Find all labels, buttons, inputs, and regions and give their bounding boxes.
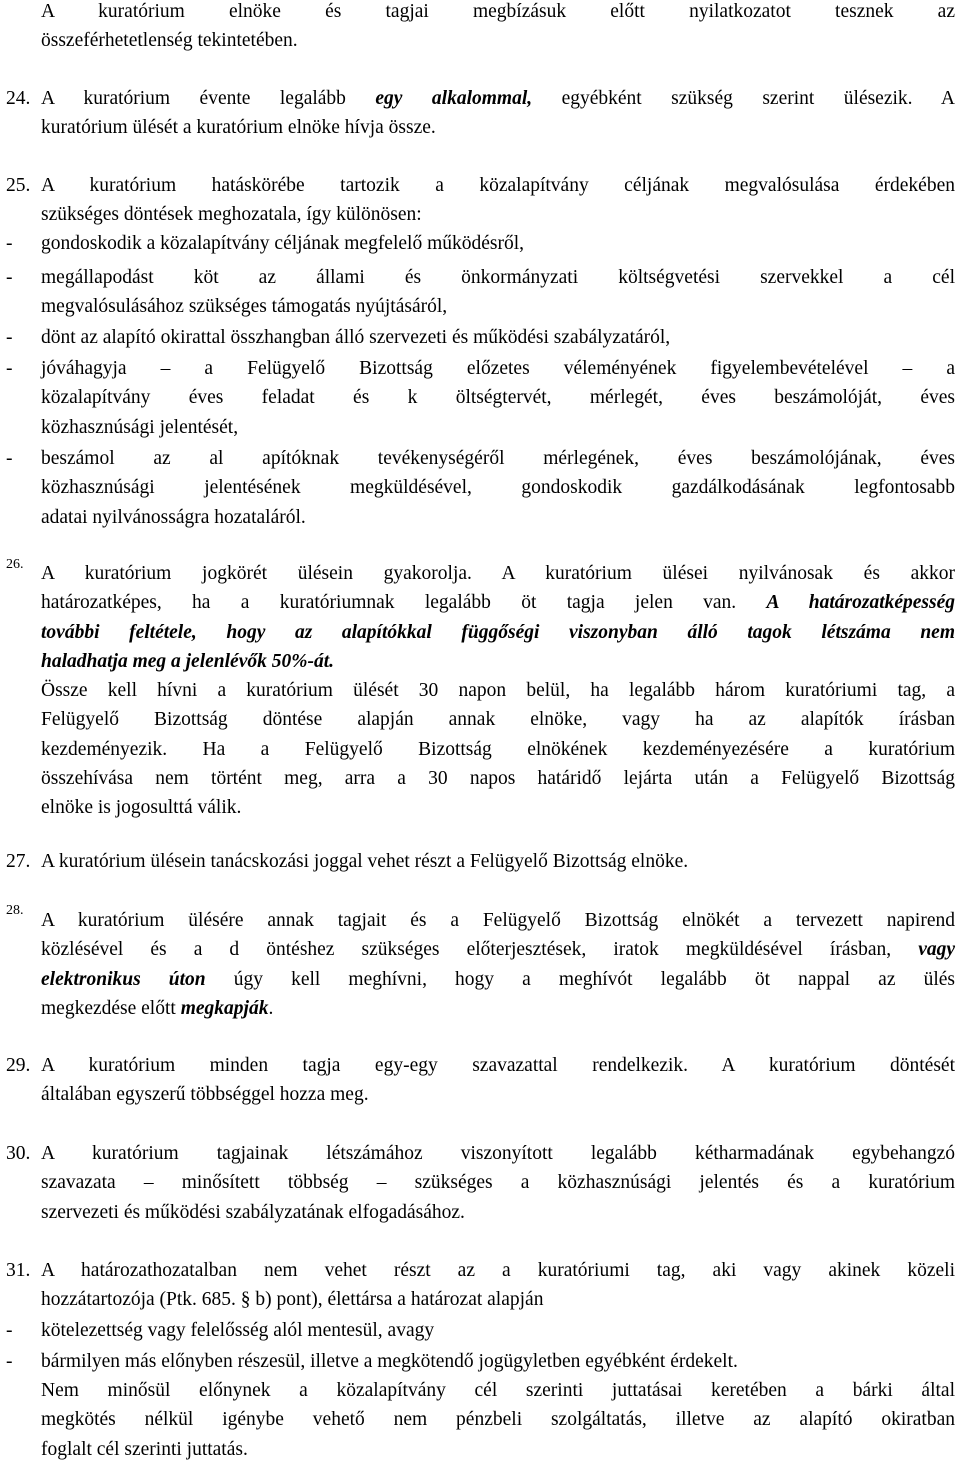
text-line: dönt az alapító okirattal összhangban álló szervezeti és működési szabályzatáról, — [41, 327, 671, 348]
emphasis: elektronikus úton — [41, 968, 206, 990]
text-line: további feltétele, hogy az alapítókkal függőségi viszonyban álló tagok létszáma nem — [41, 621, 955, 643]
list-dash: - — [6, 327, 13, 348]
text-line: elektronikus úton úgy kell meghívni, hogy a meghívót legalább öt nappal az ülés — [41, 968, 955, 990]
list-dash: - — [6, 233, 13, 254]
text-line: jóváhagyja – a Felügyelő Bizottság előzetes véleményének figyelembevételével – a — [41, 358, 955, 379]
section-31 — [41, 1256, 955, 1315]
text-line: A határozathozatalban nem vehet részt az a kuratóriumi tag, aki vagy akinek közeli — [41, 1260, 955, 1281]
section-30 — [41, 1139, 955, 1227]
text-line: Felügyelő Bizottság döntése alapján annak elnöke, vagy ha az alapítók írásban — [41, 709, 955, 731]
section-28 — [41, 906, 955, 1023]
section-number-27: 27. — [6, 851, 31, 872]
list-dash: - — [6, 358, 13, 379]
text-line: A kuratórium hatáskörébe tartozik a közalapítvány céljának megvalósulása érdekében — [41, 175, 955, 196]
list-dash: - — [6, 1320, 13, 1341]
text-line: A kuratórium tagjainak létszámához viszonyított legalább kétharmadának egybehangzó — [41, 1143, 955, 1164]
text-line: kezdeményezik. Ha a Felügyelő Bizottság elnökének kezdeményezésére a kuratórium — [41, 738, 955, 760]
text-line: Össze kell hívni a kuratórium ülését 30 napon belül, ha legalább három kuratóriumi tag, a — [41, 680, 955, 702]
section-25 — [41, 171, 955, 230]
list-dash: - — [6, 448, 13, 469]
emphasis: megkapják — [180, 997, 269, 1019]
section-number-24: 24. — [6, 88, 31, 109]
section-number-26: 26. — [6, 557, 24, 572]
section-31-continuation — [41, 1376, 955, 1464]
text-line: általában egyszerű többséggel hozza meg. — [41, 1084, 369, 1106]
text-line: megállapodást köt az állami és önkormányzati költségvetési szervekkel a cél — [41, 267, 955, 288]
list-item — [41, 229, 955, 258]
text-line: összehívása nem történt meg, arra a 30 napos határidő lejárta után a Felügyelő Bizottság — [41, 768, 955, 790]
text-line: A kuratórium ülésein tanácskozási joggal vehet részt a Felügyelő Bizottság elnöke. — [41, 851, 689, 872]
list-item — [41, 444, 955, 532]
emphasis: egy alkalommal, — [375, 88, 533, 109]
text-line: közlésével és a d öntéshez szükséges előterjesztések, iratok megküldésével írásban, vagy — [41, 939, 955, 961]
emphasis: vagy — [918, 939, 955, 961]
text-line: kötelezettség vagy felelősség alól mentesül, avagy — [41, 1320, 435, 1341]
text-line: összeférhetetlenség tekintetében. — [41, 30, 298, 52]
text-line: A kuratórium minden tagja egy-egy szavazattal rendelkezik. A kuratórium döntését — [41, 1055, 955, 1076]
text-line: foglalt cél szerinti juttatás. — [41, 1438, 248, 1460]
section-number-30: 30. — [6, 1143, 31, 1164]
text-line: adatai nyilvánosságra hozataláról. — [41, 506, 306, 528]
text-line: közhasznúsági jelentésének megküldésével, gondoskodik gazdálkodásának legfontosabb — [41, 477, 955, 499]
emphasis: A határozatképesség — [766, 592, 955, 614]
list-item — [41, 1316, 955, 1345]
text-line: szükséges döntések meghozatala, így különösen: — [41, 204, 422, 226]
intro-paragraph — [41, 0, 955, 56]
text-line: bármilyen más előnyben részesül, illetve a megkötendő jogügyletben egyébként érdekelt. — [41, 1351, 738, 1372]
list-item — [41, 354, 955, 442]
section-24 — [41, 84, 955, 143]
text-line: közalapítvány éves feladat és k öltségtervét, mérlegét, éves beszámolóját, éves — [41, 387, 955, 409]
section-26 — [41, 559, 955, 823]
text-line: elnöke is jogosulttá válik. — [41, 797, 242, 819]
text-line: A kuratórium jogkörét ülésein gyakorolja. A kuratórium ülései nyilvánosak és akkor — [41, 563, 955, 584]
list-item — [41, 263, 955, 322]
section-number-31: 31. — [6, 1260, 31, 1281]
section-number-29: 29. — [6, 1055, 31, 1076]
list-dash: - — [6, 267, 13, 288]
text-line: határozatképes, ha a kuratóriumnak legalább öt tagja jelen van. A határozatképesség — [41, 592, 955, 614]
list-item — [41, 323, 955, 352]
text-line: megkezdése előtt megkapják. — [41, 997, 274, 1019]
text-line: gondoskodik a közalapítvány céljának megfelelő működésről, — [41, 233, 525, 254]
text-line: szavazata – minősített többség – szükséges a közhasznúsági jelentés és a kuratórium — [41, 1172, 955, 1194]
section-29 — [41, 1051, 955, 1110]
list-dash: - — [6, 1351, 13, 1372]
text-line: Nem minősül előnynek a közalapítvány cél szerinti juttatásai keretében a bárki által — [41, 1380, 955, 1401]
section-27 — [41, 847, 955, 876]
text-line: haladhatja meg a jelenlévők 50%-át. — [41, 650, 335, 672]
text-line: kuratórium ülését a kuratórium elnöke hívja össze. — [41, 117, 436, 139]
text-line: beszámol az al apítóknak tevékenységéről mérlegének, éves beszámolójának, éves — [41, 448, 955, 469]
text-line: A kuratórium évente legalább egy alkalommal, egyébként szükség szerint ülésezik. A — [41, 88, 955, 109]
list-item — [41, 1347, 955, 1376]
text-line: A kuratórium elnöke és tagjai megbízásuk előtt nyilatkozatot tesznek az — [41, 1, 955, 22]
text-line: megkötés nélkül igénybe vehető nem pénzbeli szolgáltatás, illetve az alapító okiratban — [41, 1409, 955, 1431]
section-number-25: 25. — [6, 175, 31, 196]
text-line: hozzátartozója (Ptk. 685. § b) pont), élettársa a határozat alapján — [41, 1289, 544, 1311]
text-line: közhasznúsági jelentését, — [41, 416, 239, 438]
text-line: megvalósulásához szükséges támogatás nyújtásáról, — [41, 296, 448, 318]
text-line: szervezeti és működési szabályzatának elfogadásához. — [41, 1201, 465, 1223]
section-number-28: 28. — [6, 903, 24, 918]
text-line: A kuratórium ülésére annak tagjait és a Felügyelő Bizottság elnökét a tervezett napirend — [41, 910, 955, 931]
